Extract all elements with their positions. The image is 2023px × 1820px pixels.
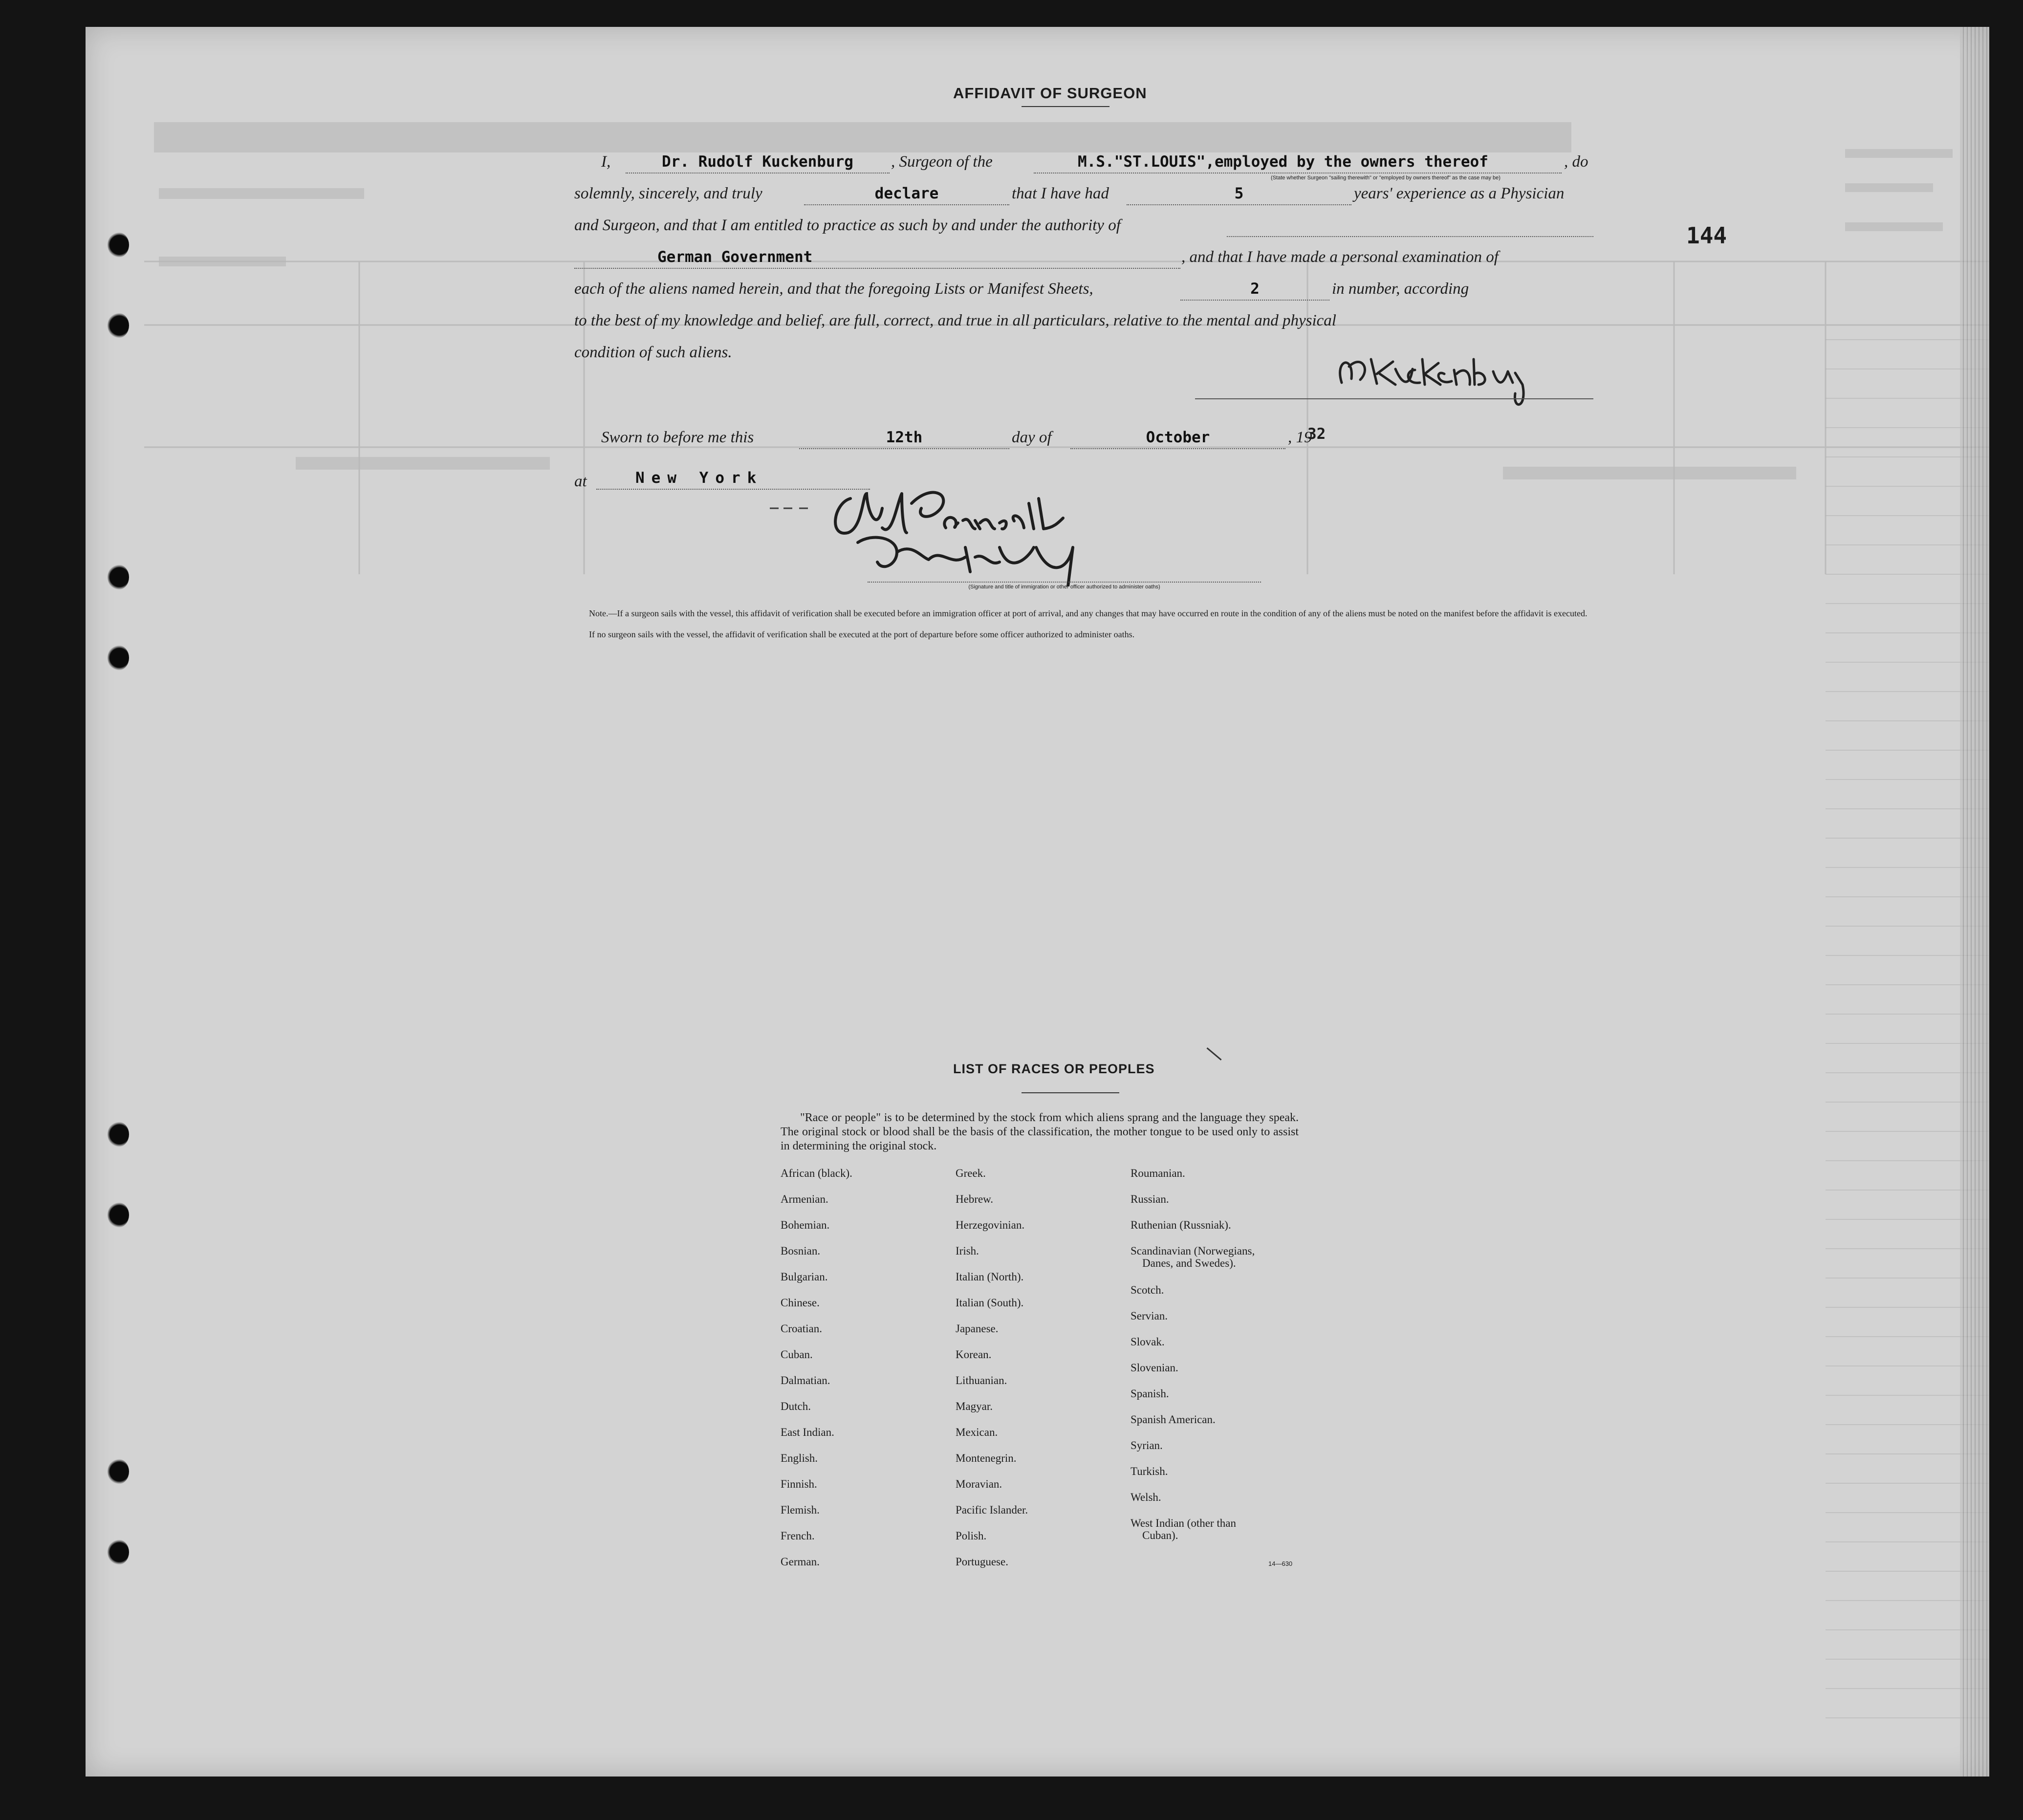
race-item: Lithuanian. xyxy=(956,1374,1007,1387)
binder-hole xyxy=(108,313,129,338)
race-item: Dalmatian. xyxy=(781,1374,830,1387)
race-item: Russian. xyxy=(1131,1193,1169,1205)
race-item: German. xyxy=(781,1556,820,1568)
text-i: I, xyxy=(601,153,611,171)
title-rule xyxy=(1022,106,1109,107)
race-item: Mexican. xyxy=(956,1426,998,1438)
race-item: West Indian (other than xyxy=(1131,1517,1236,1529)
race-item: Japanese. xyxy=(956,1322,999,1335)
race-item: Korean. xyxy=(956,1348,992,1361)
race-item: Syrian. xyxy=(1131,1439,1163,1452)
page-edge-stack xyxy=(1960,27,1989,1777)
text-day-of: day of xyxy=(1012,429,1052,446)
race-item: Roumanian. xyxy=(1131,1167,1185,1179)
binder-hole xyxy=(108,564,129,590)
text-do: , do xyxy=(1564,153,1588,171)
race-item: Bosnian. xyxy=(781,1245,821,1257)
race-item: Flemish. xyxy=(781,1504,820,1516)
year-value: 32 xyxy=(1307,425,1326,443)
authority-line-1 xyxy=(1227,217,1593,237)
authority-field: German Government xyxy=(574,248,1180,269)
binder-hole xyxy=(108,1202,129,1228)
race-item: Servian. xyxy=(1131,1310,1168,1322)
binder-hole xyxy=(108,1459,129,1484)
races-intro: "Race or people" is to be determined by the stock from which aliens sprang and the language they speak. The original stock or blood shall be the basis of the classification, the mother tongue to be used only to assist in determining the original stock. xyxy=(781,1111,1299,1152)
race-item: Polish. xyxy=(956,1530,987,1542)
race-item: Finnish. xyxy=(781,1478,817,1490)
text-personal-examination: , and that I have made a personal examination of xyxy=(1181,248,1499,266)
race-item: Hebrew. xyxy=(956,1193,994,1205)
race-item: Herzegovinian. xyxy=(956,1219,1025,1231)
affidavit-title: AFFIDAVIT OF SURGEON xyxy=(953,85,1147,102)
text-year-prefix: , 19 xyxy=(1288,429,1312,446)
race-item: Spanish. xyxy=(1131,1387,1169,1400)
binder-hole xyxy=(108,1122,129,1147)
form-code: 14—630 xyxy=(1268,1560,1293,1567)
race-item: Italian (North). xyxy=(956,1271,1024,1283)
race-item: Slovenian. xyxy=(1131,1362,1178,1374)
officer-signature-caption: (Signature and title of immigration or other officer authorized to administer oaths) xyxy=(968,584,1160,590)
race-item: Italian (South). xyxy=(956,1297,1024,1309)
race-item: Bulgarian. xyxy=(781,1271,828,1283)
text-and-surgeon: and Surgeon, and that I am entitled to practice as such by and under the authority of xyxy=(574,217,1121,234)
declare-field: declare xyxy=(804,185,1009,205)
race-item-continued: Danes, and Swedes). xyxy=(1142,1257,1236,1269)
race-item: Armenian. xyxy=(781,1193,828,1205)
race-item: Pacific Islander. xyxy=(956,1504,1028,1516)
race-item: Magyar. xyxy=(956,1400,993,1412)
race-item: Bohemian. xyxy=(781,1219,830,1231)
surgeon-name-field: Dr. Rudolf Kuckenburg xyxy=(626,153,890,173)
race-item: Spanish American. xyxy=(1131,1413,1216,1426)
pencil-mark xyxy=(1206,1047,1221,1061)
text-solemnly: solemnly, sincerely, and truly xyxy=(574,185,762,202)
day-field: 12th xyxy=(799,429,1009,449)
place-field: New York xyxy=(596,469,870,490)
race-item: Greek. xyxy=(956,1167,986,1179)
race-item: Cuban. xyxy=(781,1348,813,1361)
race-item: Ruthenian (Russniak). xyxy=(1131,1219,1231,1231)
races-title-rule xyxy=(1022,1092,1119,1093)
race-item: Scotch. xyxy=(1131,1284,1164,1296)
years-field: 5 xyxy=(1127,185,1351,205)
text-sworn-before: Sworn to before me this xyxy=(601,429,754,446)
race-item: Chinese. xyxy=(781,1297,820,1309)
page-number: 144 xyxy=(1686,222,1727,249)
officer-signature-line xyxy=(868,582,1261,583)
race-item: Dutch. xyxy=(781,1400,811,1412)
document-page xyxy=(86,27,1989,1777)
binder-hole xyxy=(108,645,129,671)
binder-hole xyxy=(108,232,129,258)
race-item: East Indian. xyxy=(781,1426,834,1438)
surgeon-signature-line xyxy=(1195,398,1593,399)
text-best-of-knowledge: to the best of my knowledge and belief, are full, correct, and true in all particulars, relative to the mental and physical xyxy=(574,312,1336,329)
month-field: October xyxy=(1070,429,1285,449)
sheets-field: 2 xyxy=(1180,280,1329,301)
text-i-have-had: that I have had xyxy=(1012,185,1109,202)
race-item: Croatian. xyxy=(781,1322,822,1335)
text-each-of-aliens: each of the aliens named herein, and that the foregoing Lists or Manifest Sheets, xyxy=(574,280,1093,298)
race-item-continued: Cuban). xyxy=(1142,1529,1178,1541)
race-item: Scandinavian (Norwegians, xyxy=(1131,1245,1255,1257)
officer-signature xyxy=(736,474,1224,586)
race-item: Irish. xyxy=(956,1245,979,1257)
race-item: Montenegrin. xyxy=(956,1452,1017,1464)
race-item: Portuguese. xyxy=(956,1556,1008,1568)
text-at: at xyxy=(574,473,587,490)
races-title: LIST OF RACES OR PEOPLES xyxy=(953,1062,1155,1076)
text-years-experience: years' experience as a Physician xyxy=(1354,185,1565,202)
race-item: Moravian. xyxy=(956,1478,1002,1490)
text-surgeon-of: , Surgeon of the xyxy=(891,153,993,171)
race-item: African (black). xyxy=(781,1167,852,1179)
race-item: French. xyxy=(781,1530,815,1542)
vessel-field: M.S."ST.LOUIS",employed by the owners thereof xyxy=(1034,153,1562,173)
note-paragraph: Note.—If a surgeon sails with the vessel, this affidavit of verification shall be executed before an immigration officer at port of arrival, and any changes that may have occurred en route in the condition of any of the aliens must be noted on the manifest before the affidavit is executed. xyxy=(589,608,1588,618)
note-paragraph-2: If no surgeon sails with the vessel, the affidavit of verification shall be executed at the port of departure before some officer authorized to administer oaths. xyxy=(589,629,1135,639)
race-item: Turkish. xyxy=(1131,1465,1168,1477)
surgeon-signature xyxy=(1249,340,1601,413)
text-condition-of-aliens: condition of such aliens. xyxy=(574,344,732,361)
binder-hole xyxy=(108,1539,129,1565)
text-in-number: in number, according xyxy=(1332,280,1469,298)
race-item: Slovak. xyxy=(1131,1336,1165,1348)
race-item: Welsh. xyxy=(1131,1491,1161,1503)
vessel-field-caption: (State whether Surgeon "sailing therewith" or "employed by owners thereof" as the case may be) xyxy=(1271,175,1501,181)
race-item: English. xyxy=(781,1452,818,1464)
